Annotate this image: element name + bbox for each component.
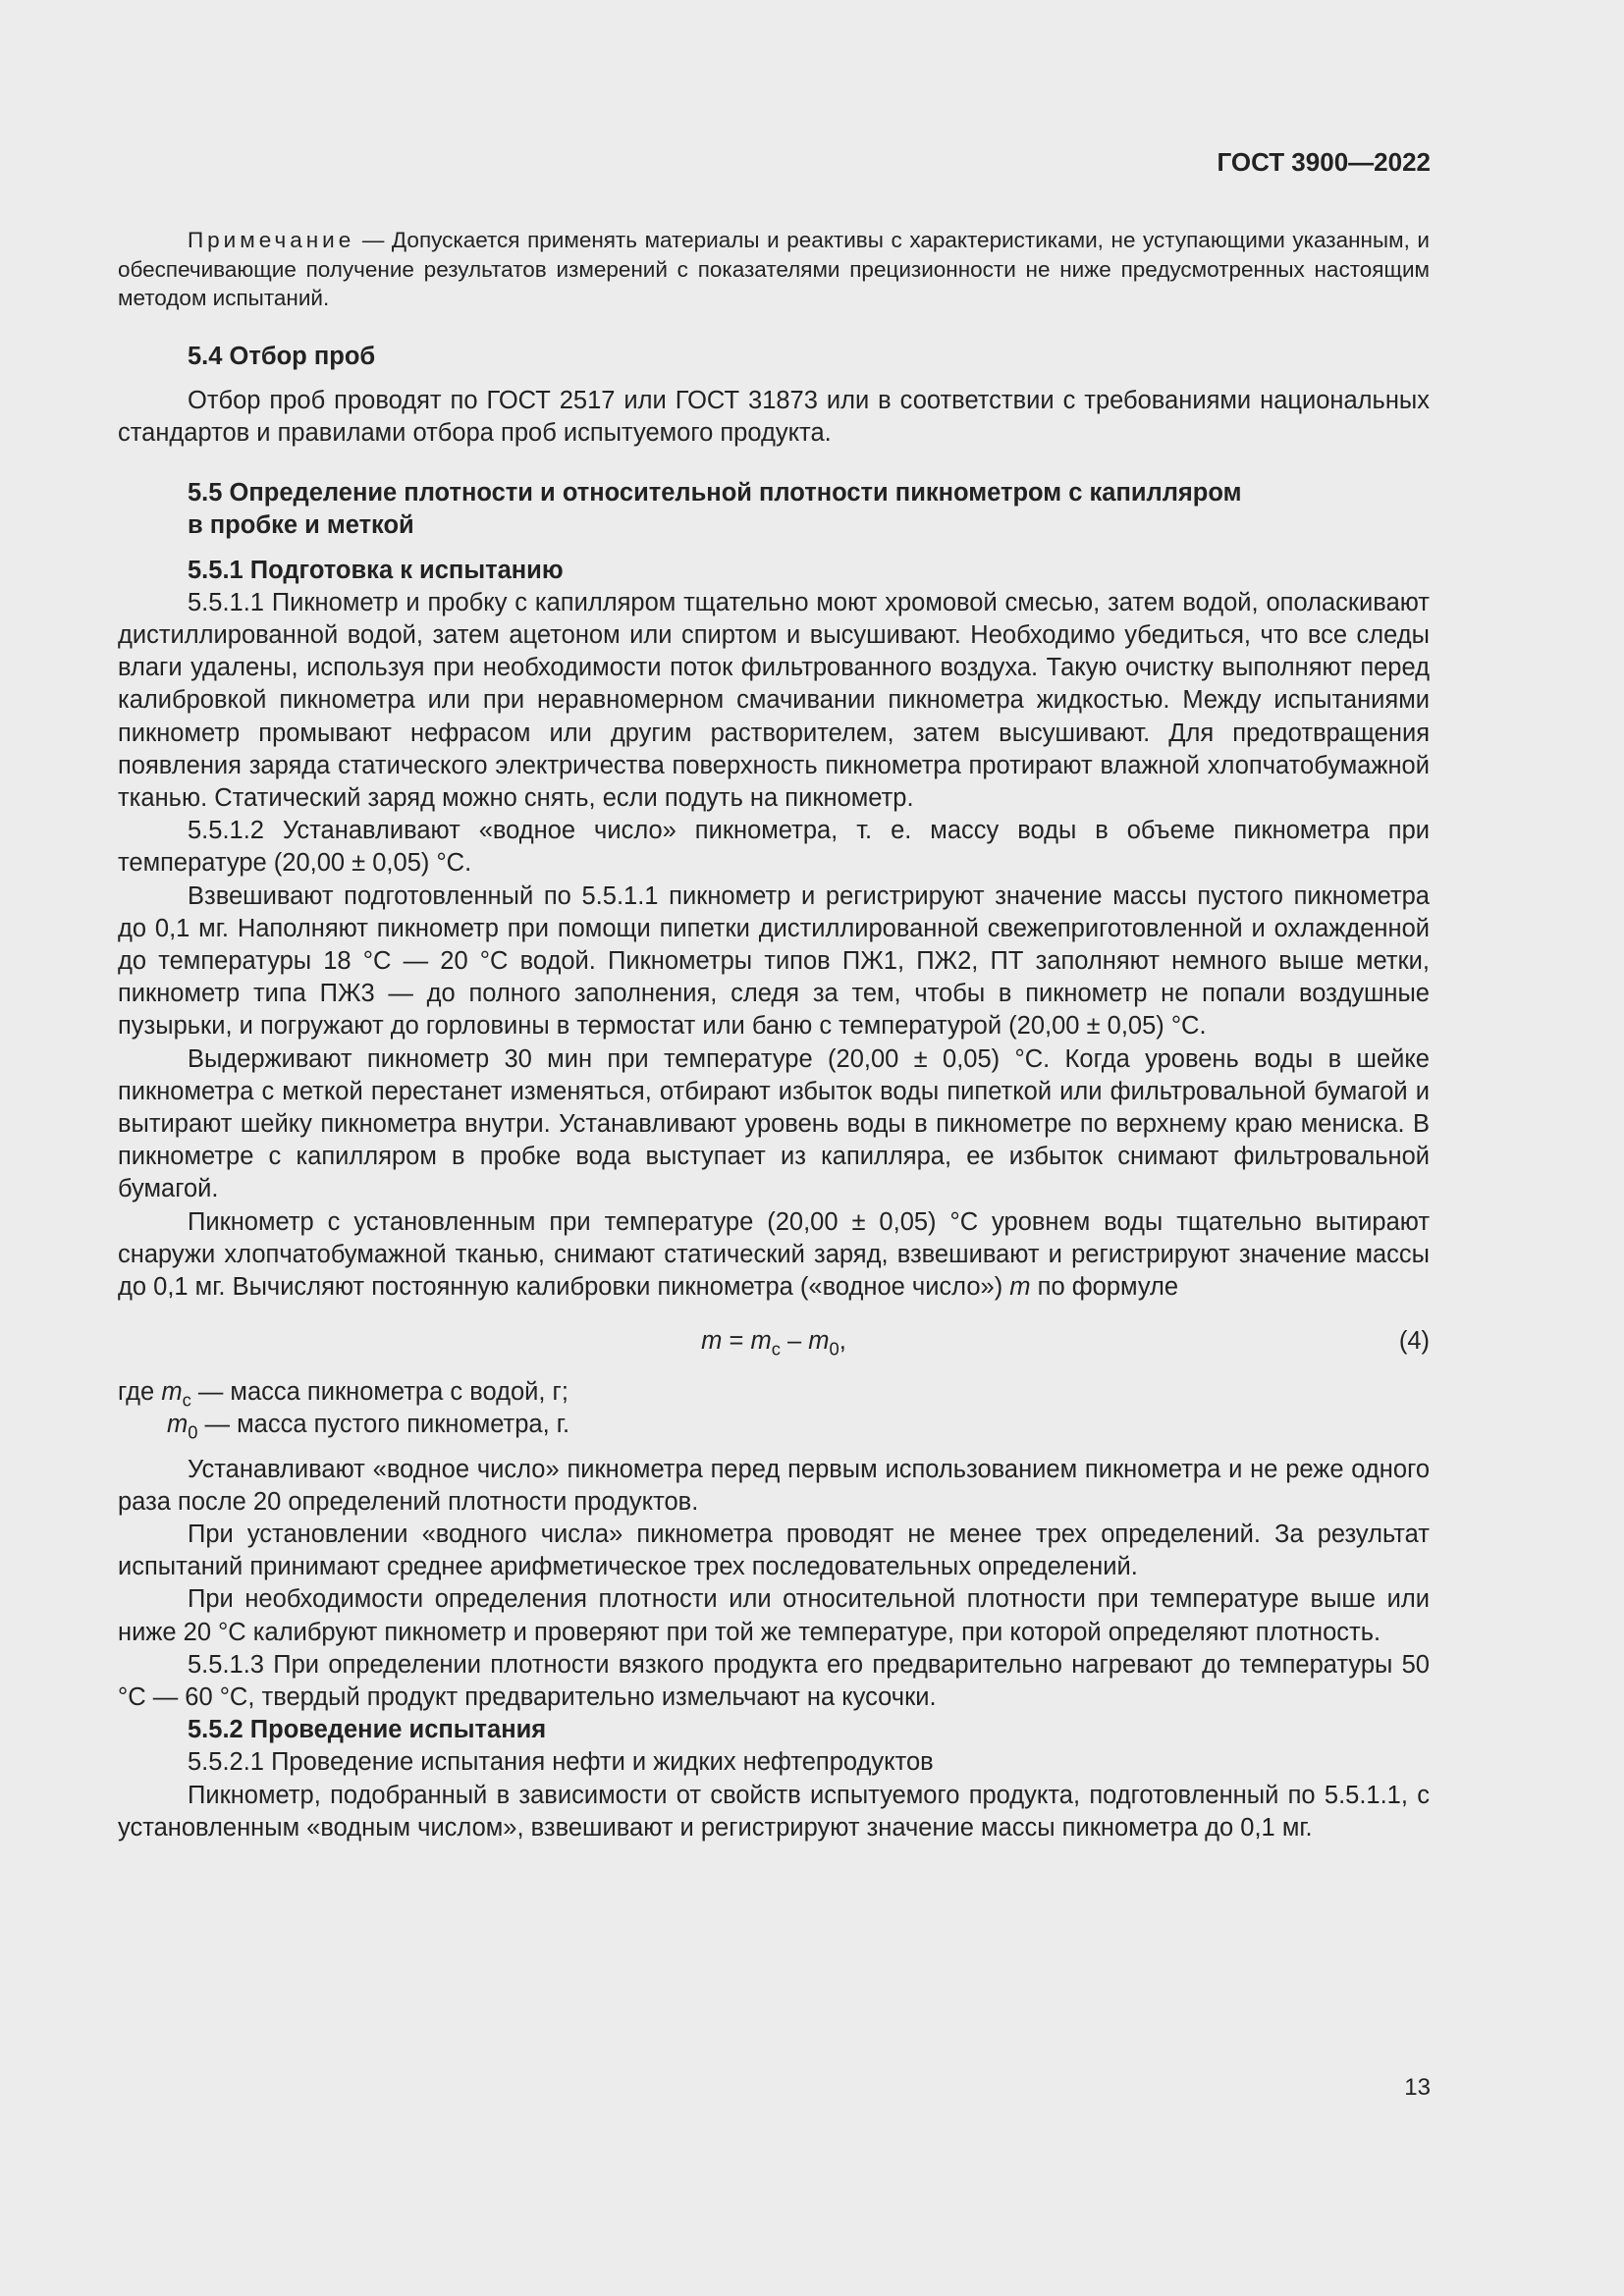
where-m0: [118, 1409, 1430, 1441]
paragraph-holding: Выдерживают пикнометр 30 мин при температуре (20,00 ± 0,05) °С. Когда уровень воды в шейке пикнометра с меткой перестанет изменяться, отбирают избыток воды пипеткой или фильтровальной бумагой и вытирают шейку пикнометра внутри. Устанавливают уровень воды в пикнометре по верхнему краю мениска. В пикнометре с капилляром в пробке вода выступает из капилляра, ее избыток снимают фильтровальной бумагой.: [118, 1044, 1430, 1203]
page-number: 13: [1404, 2074, 1431, 2101]
document-body: [118, 226, 1430, 1844]
paragraph-water-number-end: по формуле: [1030, 1272, 1179, 1301]
paragraph-5-5-1-1: 5.5.1.1 Пикнометр и пробку с капилляром тщательно моют хромовой смесью, затем водой, ополаскивают дистиллированной водой, затем ацетоном или спиртом и высушивают. Необходимо убедиться, что все следы влаги удалены, используя при необходимости поток фильтрованного воздуха. Такую очистку выполняют перед калибровкой пикнометра или при неравномерном смачивании пикнометра жидкостью. Между испытаниями пикнометр промывают нефрасом или другим растворителем, затем высушивают. Для предотвращения появления заряда статического электричества поверхность пикнометра протирают влажной хлопчатобумажной тканью. Статический заряд можно снять, если подуть на пикнометр.: [118, 588, 1430, 812]
where-m0-var: m: [167, 1411, 189, 1439]
formula-mc: m: [750, 1327, 772, 1356]
formula-equals: =: [722, 1327, 751, 1356]
paragraph-water-number-text: Пикнометр с установленным при температуре (20,00 ± 0,05) °С уровнем воды тщательно вытирают снаружи хлопчатобумажной тканью, снимают статический заряд, взвешивают и регистрируют значение массы до 0,1 мг. Вычисляют постоянную калибровки пикнометра («водное число»): [118, 1207, 1430, 1301]
document-code-header: ГОСТ 3900—2022: [1217, 147, 1431, 177]
note-text: — Допускается применять материалы и реактивы с характеристиками, не уступающими указанным, и обеспечивающие получение результатов измерений с показателями прецизионности не ниже предусмотренных настоящим методом испытаний.: [118, 228, 1430, 310]
paragraph-5-5-1-3: 5.5.1.3 При определении плотности вязкого продукта его предварительно нагревают до температуры 50 °С — 60 °С, твердый продукт предварительно измельчают на кусочки.: [118, 1650, 1430, 1712]
note-label: Примечание: [188, 228, 355, 252]
formula-lhs: m: [701, 1327, 723, 1356]
paragraph-other-temperature: При необходимости определения плотности или относительной плотности при температуре выше или ниже 20 °С калибруют пикнометр и проверяют при той же температуре, при которой определяют плотность.: [118, 1585, 1430, 1646]
section-heading-5-5-1: 5.5.1 Подготовка к испытанию: [188, 556, 564, 584]
paragraph-first-use: Устанавливают «водное число» пикнометра перед первым использованием пикнометра и не реже одного раза после 20 определений плотности продуктов.: [118, 1455, 1430, 1516]
where-m0-sub: 0: [188, 1421, 198, 1443]
paragraph-three-determinations: При установлении «водного числа» пикнометра проводят не менее трех определений. За результат испытаний принимают среднее арифметическое трех последовательных определений.: [118, 1521, 1430, 1581]
where-mc-var: m: [161, 1378, 183, 1407]
formula-tail: ,: [839, 1327, 846, 1356]
formula-number: (4): [1398, 1327, 1430, 1356]
where-mc-sub: с: [182, 1389, 191, 1411]
paragraph-5-5-1-2: 5.5.1.2 Устанавливают «водное число» пикнометра, т. е. массу воды в объеме пикнометра при температуре (20,00 ± 0,05) °С.: [118, 817, 1430, 878]
paragraph-water-number: [118, 1206, 1430, 1305]
section-heading-5-4: 5.4 Отбор проб: [188, 342, 376, 370]
paragraph-pycnometer-weighing: Пикнометр, подобранный в зависимости от свойств испытуемого продукта, подготовленный по 5.5.1.1, с установленным «водным числом», взвешивают и регистрируют значение массы пикнометра до 0,1 мг.: [118, 1781, 1430, 1842]
where-mc-text: — масса пикнометра с водой, г;: [190, 1378, 568, 1407]
section-5-4-text: Отбор проб проводят по ГОСТ 2517 или ГОСТ 31873 или в соответствии с требованиями национальных стандартов и правилами отбора проб испытуемого продукта.: [118, 386, 1430, 447]
variable-m: m: [1009, 1272, 1031, 1301]
formula-minus: –: [780, 1327, 809, 1356]
paragraph-5-5-2-1: 5.5.2.1 Проведение испытания нефти и жидких нефтепродуктов: [188, 1748, 934, 1777]
formula-m0: m: [808, 1327, 830, 1356]
paragraph-weighing: Взвешивают подготовленный по 5.5.1.1 пикнометр и регистрируют значение массы пустого пикнометра до 0,1 мг. Наполняют пикнометр при помощи пипетки дистиллированной свежеприготовленной и охлажденной до температуры 18 °С — 20 °С водой. Пикнометры типов ПЖ1, ПЖ2, ПТ заполняют немного выше метки, пикнометр типа ПЖ3 — до полного заполнения, следя за тем, чтобы в пикнометр не попали воздушные пузырьки, и погружают до горловины в термостат или баню с температурой (20,00 ± 0,05) °С.: [118, 881, 1430, 1041]
where-prefix: где: [118, 1378, 162, 1407]
formula-mc-sub: с: [771, 1338, 781, 1360]
section-heading-5-5-line2: в пробке и меткой: [188, 511, 414, 540]
formula-m0-sub: 0: [829, 1338, 839, 1360]
formula-4: [118, 1325, 1430, 1361]
where-m0-text: — масса пустого пикнометра, г.: [197, 1411, 570, 1439]
section-heading-5-5-line1: 5.5 Определение плотности и относительной плотности пикнометром с капилляром: [188, 479, 1242, 507]
note-paragraph: [118, 226, 1430, 313]
where-mc: [118, 1376, 1430, 1409]
section-heading-5-5-2: 5.5.2 Проведение испытания: [188, 1716, 547, 1744]
